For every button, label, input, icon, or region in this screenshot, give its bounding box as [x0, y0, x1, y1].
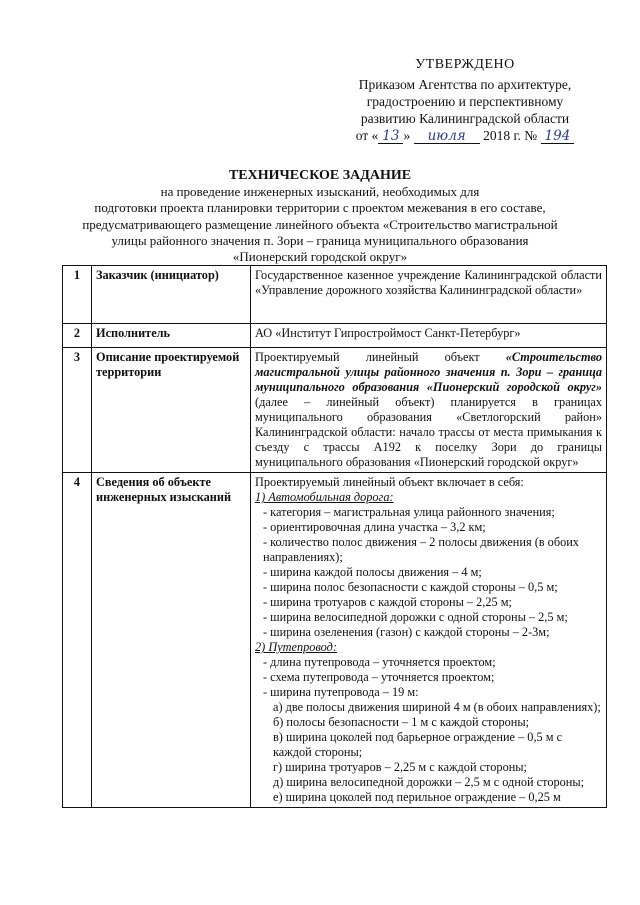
approval-block — [330, 56, 600, 144]
object-name: «Строительство магистральной улицы районного значения п. Зори – граница муниципального образования «Пионерский городской округ» — [255, 350, 602, 394]
row-label: Заказчик (инициатор) — [92, 266, 251, 324]
title-line: «Пионерский городской округ» — [232, 249, 408, 265]
approval-line: развитию Калининградской области — [360, 111, 570, 126]
document-title-block — [40, 167, 600, 265]
row-number: 4 — [63, 473, 92, 808]
row-value — [251, 348, 607, 473]
row-value: АО «Институт Гипростроймост Санкт-Петербург» — [251, 324, 607, 348]
table-row — [63, 324, 607, 348]
number-label: № — [524, 128, 538, 143]
handwritten-month: июля — [414, 129, 480, 144]
row-value — [251, 473, 607, 808]
handwritten-day: 13 — [378, 129, 403, 144]
table-row — [63, 473, 607, 808]
table-row — [63, 348, 607, 473]
title-line: улицы районного значения п. Зори – граница муниципального образования — [111, 232, 529, 248]
list-item: - ориентировочная длина участка – 3,2 км; — [263, 520, 486, 534]
object-intro: Проектируемый линейный объект — [255, 350, 506, 364]
approval-date-line — [330, 127, 600, 144]
list-item: - ширина полос безопасности с каждой стороны – 0,5 м; — [263, 580, 558, 594]
list-item: - категория – магистральная улица районного значения; — [263, 505, 555, 519]
approval-heading: УТВЕРЖДЕНО — [415, 57, 515, 72]
sub-item: г) ширина тротуаров – 2,25 м с каждой стороны; — [273, 760, 527, 774]
table-row — [63, 266, 607, 324]
title-line: на проведение инженерных изысканий, необходимых для — [160, 184, 480, 199]
list-item: - ширина каждой полосы движения – 4 м; — [263, 565, 482, 579]
handwritten-number: 194 — [541, 129, 575, 144]
row-number: 1 — [63, 266, 92, 324]
row-number: 2 — [63, 324, 92, 348]
document-title: ТЕХНИЧЕСКОЕ ЗАДАНИЕ — [228, 168, 412, 183]
title-line: подготовки проекта планировки территории с проектом межевания в его составе, — [94, 200, 546, 216]
list-item: - ширина путепровода – 19 м: — [263, 685, 419, 699]
list-item: - ширина велосипедной дорожки с одной стороны – 2,5 м; — [263, 610, 568, 624]
row-label: Сведения об объекте инженерных изысканий — [92, 473, 251, 808]
sub-item: б) полосы безопасности – 1 м с каждой стороны; — [273, 715, 530, 729]
row-value: Государственное казенное учреждение Калининградской области «Управление дорожного хозяйства Калининградской области» — [251, 266, 607, 324]
date-prefix: от « — [355, 128, 379, 143]
sub-item: д) ширина велосипедной дорожки – 2,5 м с одной стороны; — [273, 775, 585, 789]
sub-item: в) ширина цоколей под барьерное ограждение – 0,5 м с каждой стороны; — [273, 730, 563, 759]
list-item: - длина путепровода – уточняется проектом; — [263, 655, 496, 669]
list-item: - ширина озеленения (газон) с каждой стороны – 2-3м; — [263, 625, 550, 639]
title-line: предусматривающего размещение линейного объекта «Строительство магистральной — [82, 216, 558, 232]
approval-line: Приказом Агентства по архитектуре, — [358, 77, 572, 92]
approval-line: градостроению и перспективному — [366, 94, 564, 109]
row-label: Исполнитель — [92, 324, 251, 348]
section-intro: Проектируемый линейный объект включает в себя: — [255, 475, 524, 489]
sub-item: а) две полосы движения шириной 4 м (в обоих направлениях); — [273, 700, 601, 714]
row-label: Описание проектируемой территории — [92, 348, 251, 473]
date-year: 2018 г. — [483, 128, 521, 143]
list-item: - количество полос движения – 2 полосы движения (в обоих направлениях); — [263, 535, 579, 564]
list-item: - ширина тротуаров с каждой стороны – 2,25 м; — [263, 595, 512, 609]
row-number: 3 — [63, 348, 92, 473]
section-title-road: 1) Автомобильная дорога: — [255, 490, 394, 504]
sub-item: е) ширина цоколей под перильное ограждение – 0,25 м — [273, 790, 561, 804]
date-quote: » — [403, 128, 411, 143]
specification-table — [62, 265, 607, 808]
object-location: (далее – линейный объект) планируется в границах муниципального образования «Светлогорский район» Калининградской области: начало трассы от места примыкания к съезду с трассы А192 к поселку Зори до границы муниципального образования «Пионерский городской округ» — [255, 395, 602, 469]
list-item: - схема путепровода – уточняется проектом; — [263, 670, 495, 684]
section-title-overpass: 2) Путепровод: — [255, 640, 337, 654]
